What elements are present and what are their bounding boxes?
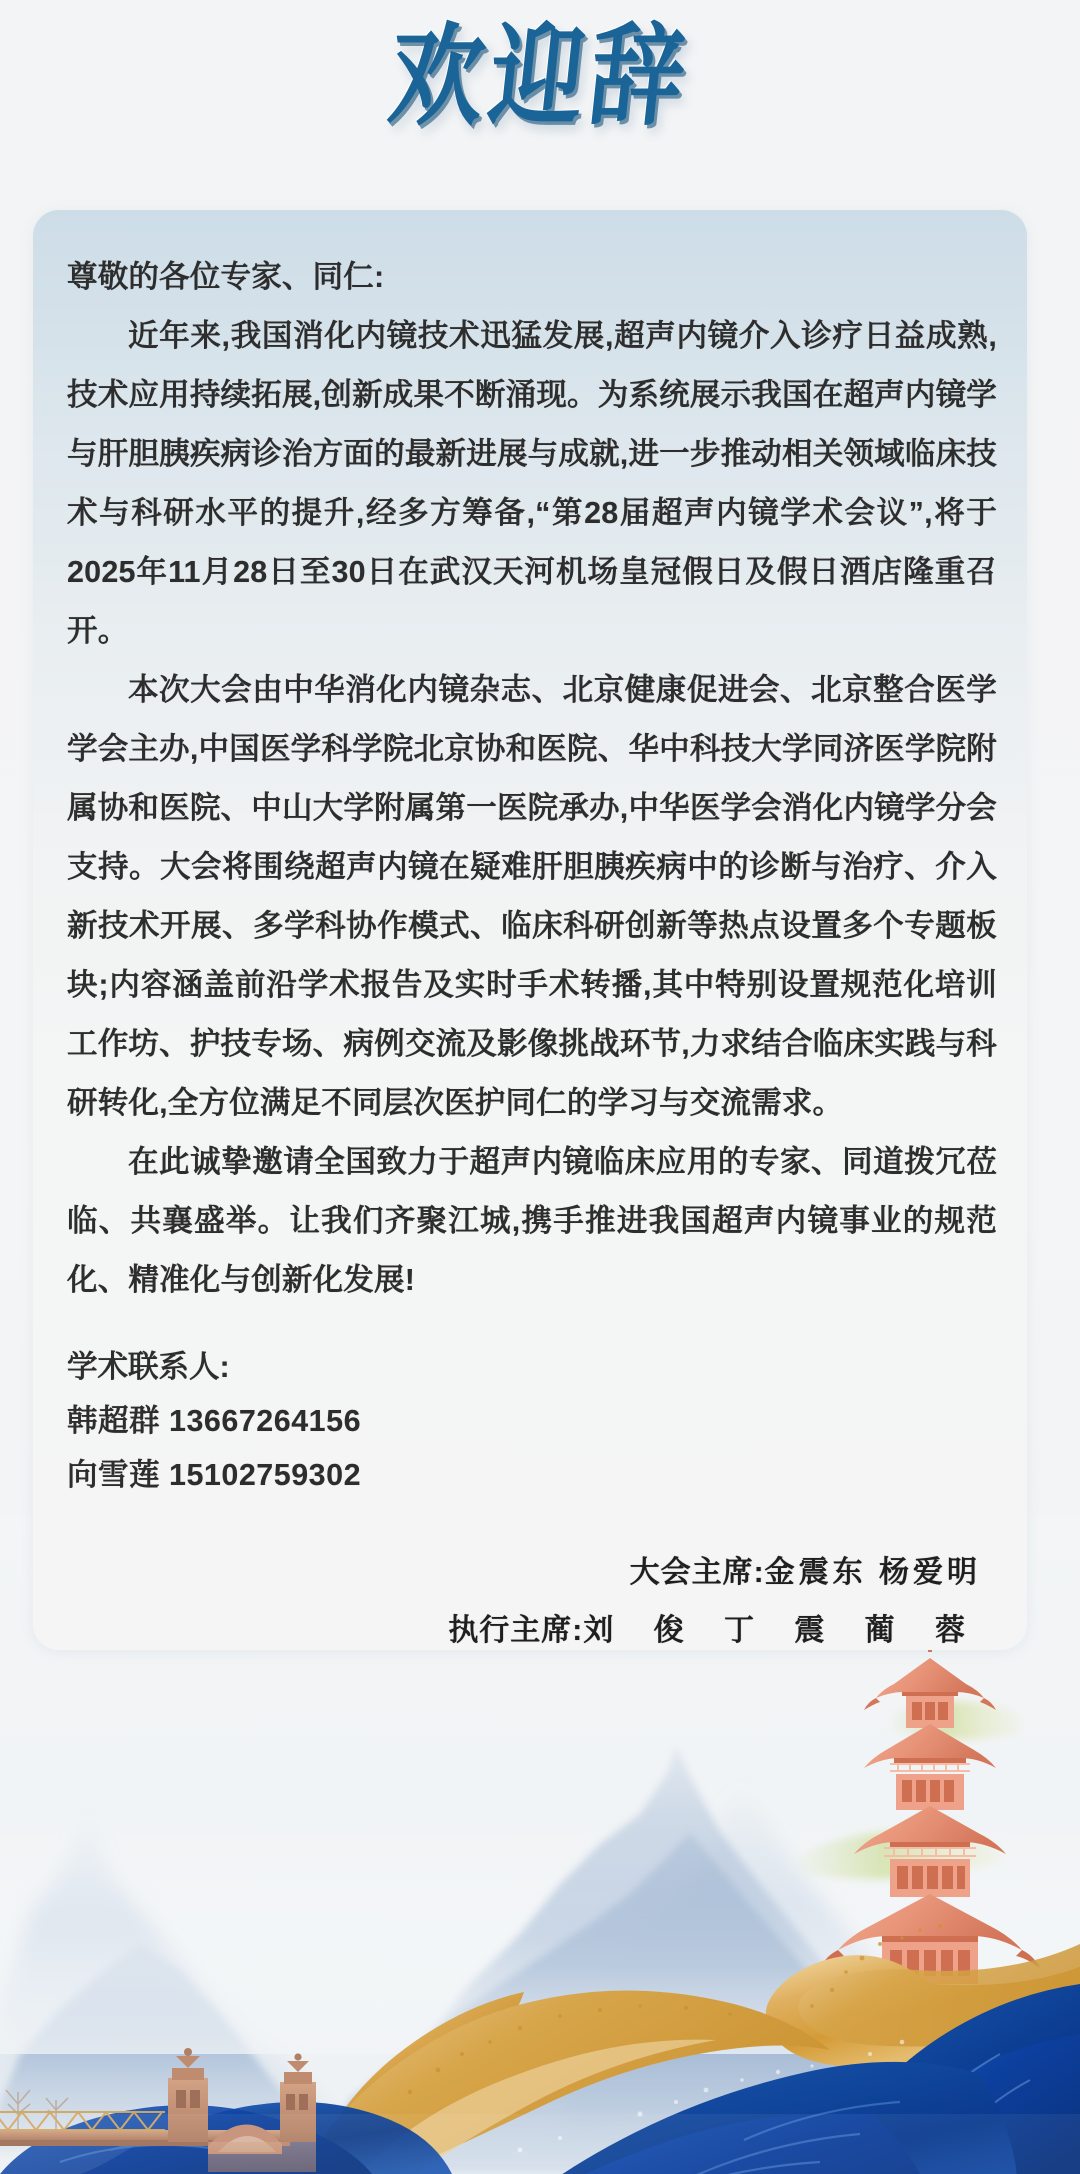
- contacts-heading: 学术联系人:: [67, 1350, 230, 1384]
- letter-body: [67, 248, 997, 1650]
- signature-chair-names: 金震东 杨爱明: [764, 1556, 981, 1589]
- contact-person-2: [67, 1448, 997, 1502]
- signature-exec-chair: [67, 1602, 981, 1650]
- letter-salutation: 尊敬的各位专家、同仁:: [67, 260, 385, 294]
- contact-phone-1: 13667264156: [168, 1404, 362, 1438]
- signature-block: [67, 1544, 997, 1650]
- letter-paragraph-3: 在此诚挚邀请全国致力于超声内镜临床应用的专家、同道拨冗莅临、共襄盛举。让我们齐聚江城,携手推进我国超声内镜事业的规范化、精准化与创新化发展!: [67, 1145, 997, 1297]
- signature-chair: [67, 1544, 981, 1602]
- contact-name-2: 向雪莲: [67, 1458, 160, 1492]
- signature-exec-names: 刘 俊 丁 震 蔺 蓉: [583, 1614, 981, 1647]
- letter-card: [33, 210, 1027, 1650]
- contact-name-1: 韩超群: [67, 1404, 160, 1438]
- contacts-spacer: [67, 1310, 997, 1340]
- page-title: 欢迎辞: [383, 13, 697, 142]
- letter-paragraph-1: 近年来,我国消化内镜技术迅猛发展,超声内镜介入诊疗日益成熟,技术应用持续拓展,创新成果不断涌现。为系统展示我国在超声内镜学与肝胆胰疾病诊治方面的最新进展与成就,进一步推动相关领域临床技术与科研水平的提升,经多方筹备,“第28届超声内镜学术会议”,将于2025年11月28日至30日在武汉天河机场皇冠假日及假日酒店隆重召开。: [67, 319, 997, 648]
- signature-chair-role: 大会主席:: [629, 1556, 765, 1589]
- signature-exec-role: 执行主席:: [448, 1614, 584, 1647]
- contact-person-1: [67, 1394, 997, 1448]
- letter-paragraph-2: 本次大会由中华消化内镜杂志、北京健康促进会、北京整合医学学会主办,中国医学科学院北京协和医院、华中科技大学同济医学院附属协和医院、中山大学附属第一医院承办,中华医学会消化内镜学分会支持。大会将围绕超声内镜在疑难肝胆胰疾病中的诊断与治疗、介入新技术开展、多学科协作模式、临床科研创新等热点设置多个专题板块;内容涵盖前沿学术报告及实时手术转播,其中特别设置规范化培训工作坊、护技专场、病例交流及影像挑战环节,力求结合临床实践与科研转化,全方位满足不同层次医护同仁的学习与交流需求。: [67, 673, 997, 1120]
- page-title-container: [0, 13, 1080, 142]
- contact-phone-2: 15102759302: [168, 1458, 362, 1492]
